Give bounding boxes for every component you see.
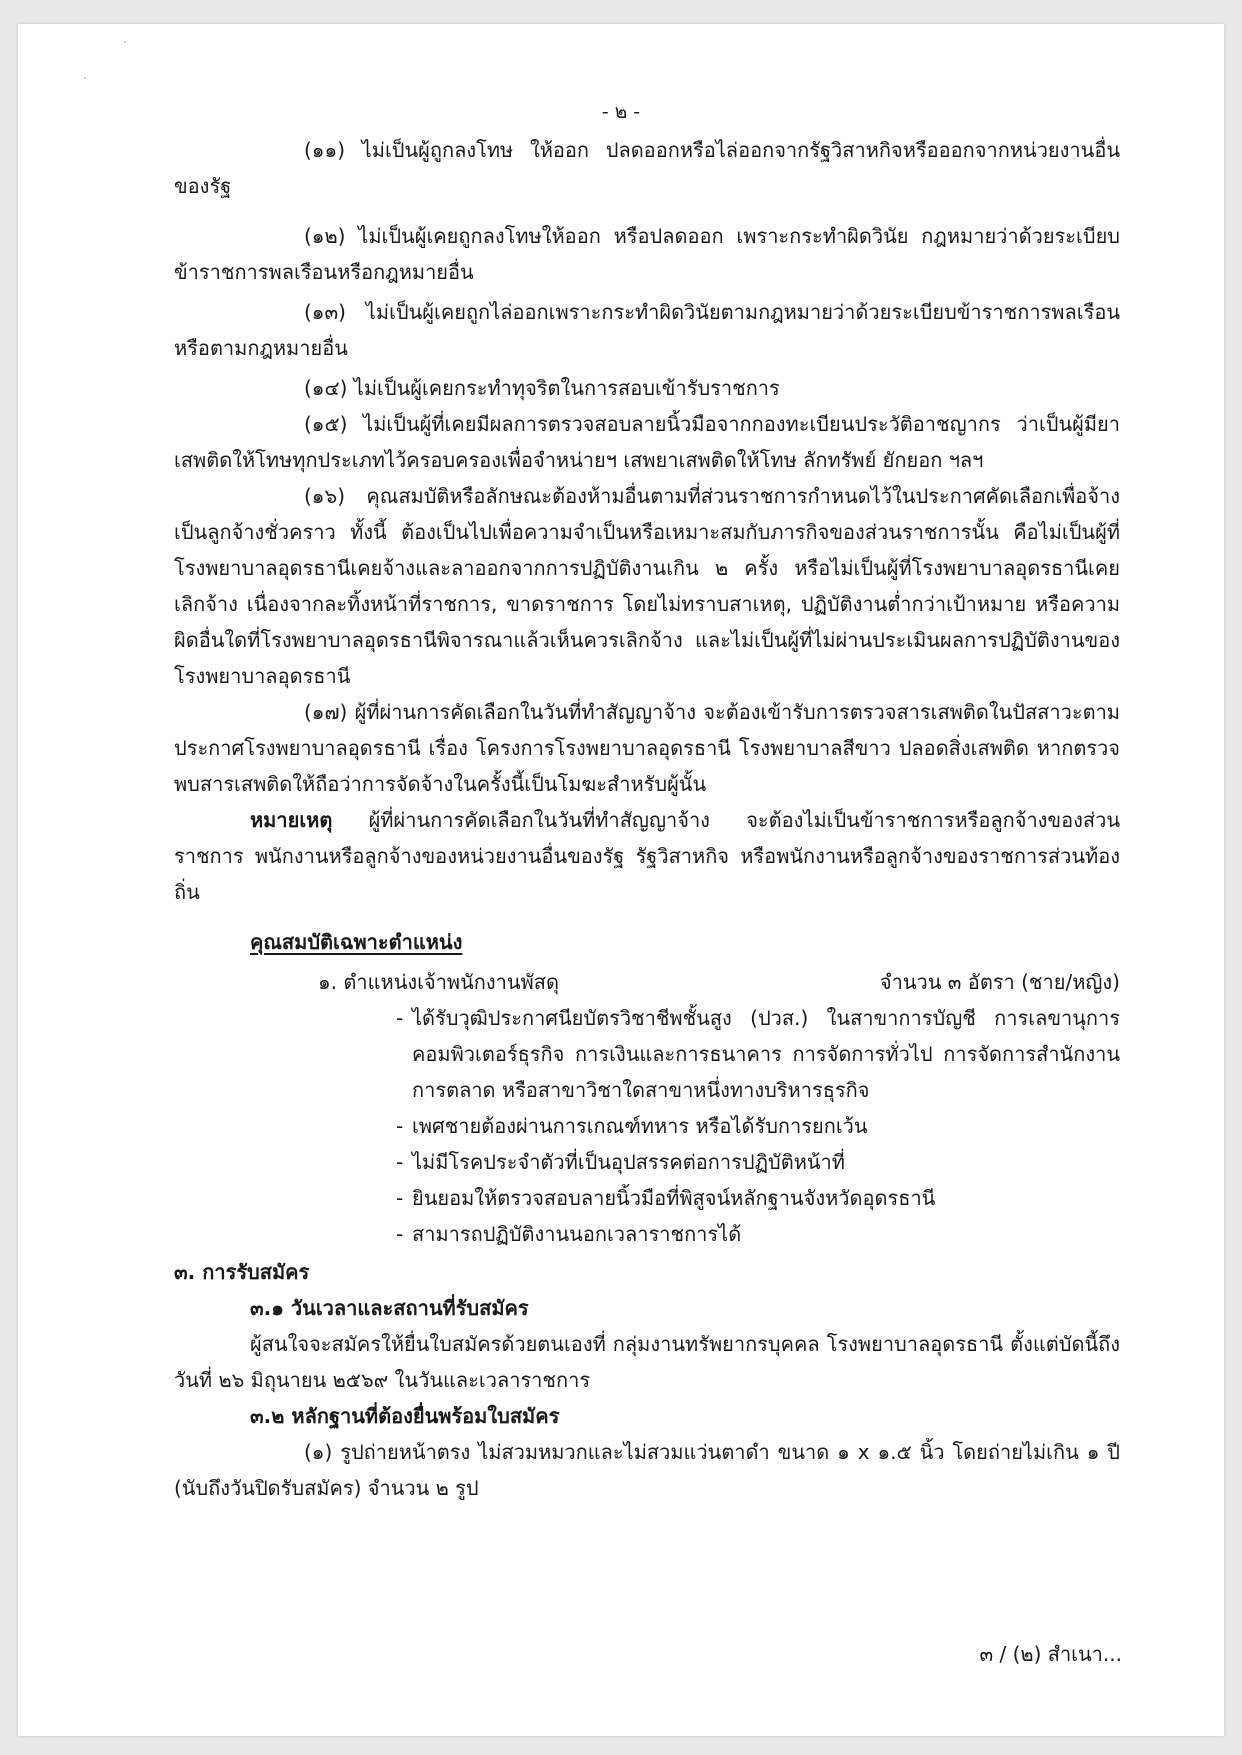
note-paragraph bbox=[174, 802, 1120, 910]
application-section-title: ๓. การรับสมัคร bbox=[174, 1260, 310, 1284]
list-item-text: เพศชายต้องผ่านการเกณฑ์ทหาร หรือได้รับการยกเว้น bbox=[412, 1114, 868, 1138]
qualification-list bbox=[396, 1000, 1120, 1252]
condition-17: (๑๗) ผู้ที่ผ่านการคัดเลือกในวันที่ทำสัญญาจ้าง จะต้องเข้ารับการตรวจสารเสพติดในปัสสาวะตามประกาศโรงพยาบาลอุดรธานี เรื่อง โครงการโรงพยาบาลอุดรธานี โรงพยาบาลสีขาว ปลอดสิ่งเสพติด หากตรวจพบสารเสพติดให้ถือว่าการจัดจ้างในครั้งนี้เป็นโมฆะสำหรับผู้นั้น bbox=[174, 700, 1120, 796]
qualifications-heading: คุณสมบัติเฉพาะตำแหน่ง bbox=[250, 930, 463, 954]
application-subsection-1-title: ๓.๑ วันเวลาและสถานที่รับสมัคร bbox=[250, 1296, 529, 1320]
position-quota: จำนวน ๓ อัตรา (ชาย/หญิง) bbox=[879, 970, 1120, 994]
list-item-text: สามารถปฏิบัติงานนอกเวลาราชการได้ bbox=[412, 1222, 742, 1246]
condition-16: (๑๖) คุณสมบัติหรือลักษณะต้องห้ามอื่นตามที่ส่วนราชการกำหนดไว้ในประกาศคัดเลือกเพื่อจ้างเป็นลูกจ้างชั่วคราว ทั้งนี้ ต้องเป็นไปเพื่อความจำเป็นหรือเหมาะสมกับภารกิจของส่วนราชการนั้น คือไม่เป็นผู้ที่โรงพยาบาลอุดรธานีเคยจ้างและลาออกจากการปฏิบัติงานเกิน ๒ ครั้ง หรือไม่เป็นผู้ที่โรงพยาบาลอุดรธานีเคยเลิกจ้าง เนื่องจากละทิ้งหน้าที่ราชการ, ขาดราชการ โดยไม่ทราบสาเหตุ, ปฏิบัติงานต่ำกว่าเป้าหมาย หรือความผิดอื่นใดที่โรงพยาบาลอุดรธานีพิจารณาแล้วเห็นควรเลิกจ้าง และไม่เป็นผู้ที่ไม่ผ่านประเมินผลการปฏิบัติงานของโรงพยาบาลอุดรธานี bbox=[174, 484, 1120, 688]
application-subsection-2-title: ๓.๒ หลักฐานที่ต้องยื่นพร้อมใบสมัคร bbox=[250, 1404, 560, 1428]
continuation-footer: ๓ / (๒) สำเนา... bbox=[979, 1642, 1122, 1666]
condition-11: (๑๑) ไม่เป็นผู้ถูกลงโทษ ให้ออก ปลดออกหรือไล่ออกจากรัฐวิสาหกิจหรือออกจากหน่วยงานอื่นของรัฐ bbox=[174, 138, 1120, 198]
list-item: - ไม่มีโรคประจำตัวที่เป็นอุปสรรคต่อการปฏิบัติหน้าที่ bbox=[396, 1144, 1120, 1180]
condition-12: (๑๒) ไม่เป็นผู้เคยถูกลงโทษให้ออก หรือปลดออก เพราะกระทำผิดวินัย กฎหมายว่าด้วยระเบียบข้าราชการพลเรือนหรือกฎหมายอื่น bbox=[174, 224, 1120, 284]
position-line bbox=[318, 964, 1120, 1000]
list-item: - ได้รับวุฒิประกาศนียบัตรวิชาชีพชั้นสูง (ปวส.) ในสาขาการบัญชี การเลขานุการ คอมพิวเตอร์ธุรกิจ การเงินและการธนาคาร การจัดการทั่วไป การจัดการสำนักงาน การตลาด หรือสาขาวิชาใดสาขาหนึ่งทางบริหารธุรกิจ bbox=[396, 1000, 1120, 1108]
application-subsection-1-text: ผู้สนใจจะสมัครให้ยื่นใบสมัครด้วยตนเองที่ กลุ่มงานทรัพยากรบุคคล โรงพยาบาลอุดรธานี ตั้งแต่บัดนี้ถึงวันที่ ๒๖ มิถุนายน ๒๕๖๙ ในวันและเวลาราชการ bbox=[174, 1332, 1120, 1392]
note-label: หมายเหตุ bbox=[250, 808, 333, 832]
scan-speck bbox=[84, 77, 86, 79]
scan-speck bbox=[124, 41, 126, 43]
condition-14: (๑๔) ไม่เป็นผู้เคยกระทำทุจริตในการสอบเข้ารับราชการ bbox=[304, 376, 780, 400]
condition-13: (๑๓) ไม่เป็นผู้เคยถูกไล่ออกเพราะกระทำผิดวินัยตามกฎหมายว่าด้วยระเบียบข้าราชการพลเรือนหรือตามกฎหมายอื่น bbox=[174, 300, 1120, 360]
list-item-text: ไม่มีโรคประจำตัวที่เป็นอุปสรรคต่อการปฏิบัติหน้าที่ bbox=[412, 1150, 845, 1174]
list-item-text: ยินยอมให้ตรวจสอบลายนิ้วมือที่พิสูจน์หลักฐานจังหวัดอุดรธานี bbox=[412, 1186, 936, 1210]
list-item-text: ได้รับวุฒิประกาศนียบัตรวิชาชีพชั้นสูง (ปวส.) ในสาขาการบัญชี การเลขานุการ คอมพิวเตอร์ธุรกิจ การเงินและการธนาคาร การจัดการทั่วไป การจัดการสำนักงาน การตลาด หรือสาขาวิชาใดสาขาหนึ่งทางบริหารธุรกิจ bbox=[412, 1006, 1120, 1102]
document-body bbox=[174, 132, 1120, 1506]
list-item: - เพศชายต้องผ่านการเกณฑ์ทหาร หรือได้รับการยกเว้น bbox=[396, 1108, 1120, 1144]
page-number: - ๒ - bbox=[601, 101, 641, 123]
list-item: - ยินยอมให้ตรวจสอบลายนิ้วมือที่พิสูจน์หลักฐานจังหวัดอุดรธานี bbox=[396, 1180, 1120, 1216]
position-title: ๑. ตำแหน่งเจ้าพนักงานพัสดุ bbox=[318, 970, 559, 994]
condition-15: (๑๕) ไม่เป็นผู้ที่เคยมีผลการตรวจสอบลายนิ้วมือจากกองทะเบียนประวัติอาชญากร ว่าเป็นผู้มียาเสพติดให้โทษทุกประเภทไว้ครอบครองเพื่อจำหน่ายฯ เสพยาเสพติดให้โทษ ลักทรัพย์ ยักยอก ฯลฯ bbox=[174, 412, 1120, 472]
note-text: ผู้ที่ผ่านการคัดเลือกในวันที่ทำสัญญาจ้าง จะต้องไม่เป็นข้าราชการหรือลูกจ้างของส่วนราชการ พนักงานหรือลูกจ้างของหน่วยงานอื่นของรัฐ รัฐวิสาหกิจ หรือพนักงานหรือลูกจ้างของราชการส่วนท้องถิ่น bbox=[174, 808, 1120, 904]
list-item: - สามารถปฏิบัติงานนอกเวลาราชการได้ bbox=[396, 1216, 1120, 1252]
evidence-item-1: (๑) รูปถ่ายหน้าตรง ไม่สวมหมวกและไม่สวมแว่นตาดำ ขนาด ๑ x ๑.๕ นิ้ว โดยถ่ายไม่เกิน ๑ ปี (นับถึงวันปิดรับสมัคร) จำนวน ๒ รูป bbox=[174, 1440, 1120, 1500]
